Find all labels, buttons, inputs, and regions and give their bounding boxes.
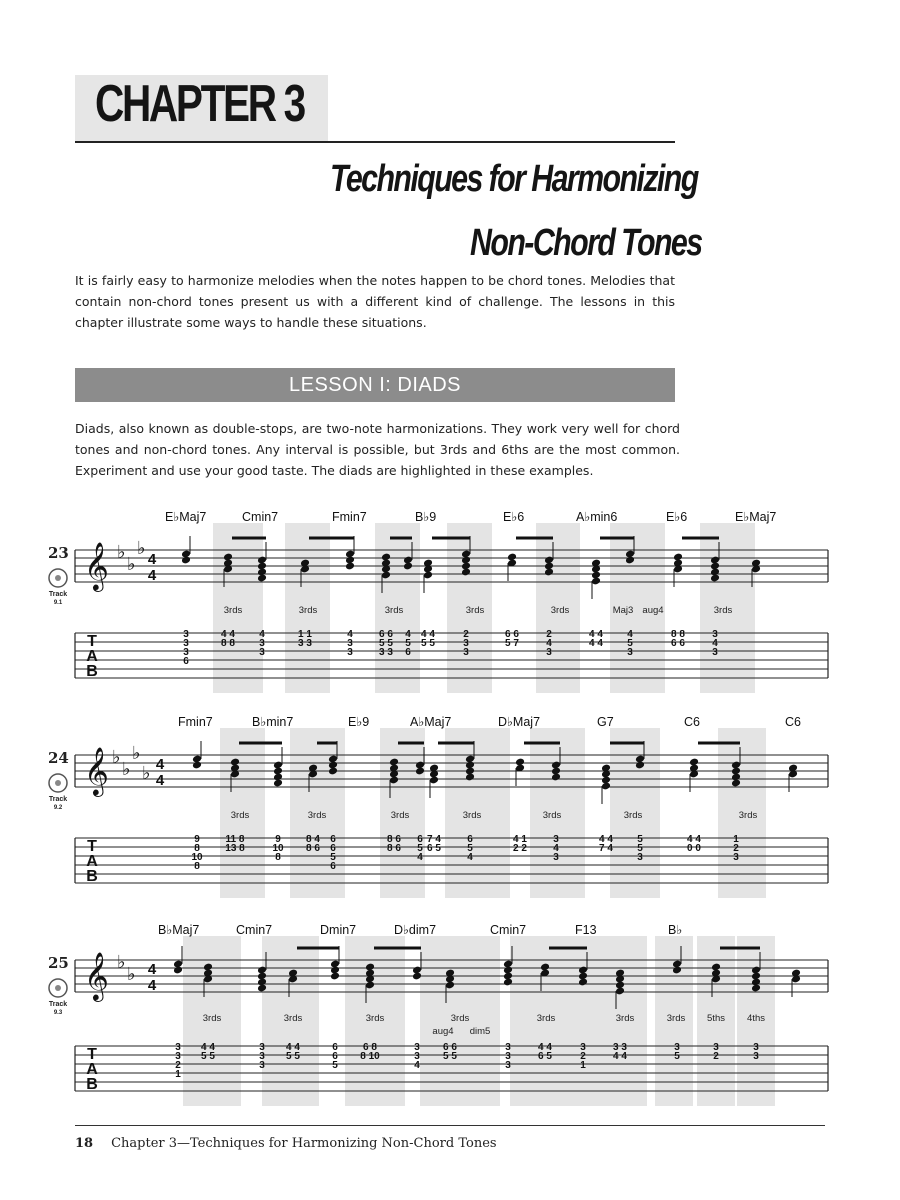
tab-clef: T — [87, 1046, 97, 1063]
chord-symbol: Cmin7 — [242, 510, 279, 524]
track-label: 9.3 — [53, 1010, 63, 1016]
tab-clef: T — [87, 838, 97, 855]
tab-number: 3 — [259, 638, 265, 649]
flat-icon: ♭ — [142, 763, 151, 783]
chord-symbol: B♭Maj7 — [158, 923, 200, 937]
tab-number: 3 — [505, 1042, 511, 1053]
tab-number: 3 — [414, 1042, 420, 1053]
tab-number: 3 — [183, 629, 189, 640]
footer-chapter-title: Chapter 3—Techniques for Harmonizing Non-Chord Tones — [111, 1136, 497, 1151]
tab-number: 3 — [463, 647, 469, 658]
music-system-3 — [0, 918, 900, 1118]
interval-label: aug4 — [642, 605, 664, 616]
time-signature: 4 — [147, 567, 157, 584]
tab-number: 5 — [637, 843, 643, 854]
chord-symbol: D♭dim7 — [394, 923, 437, 937]
notation-svg — [0, 710, 900, 910]
chord-symbol: F13 — [575, 923, 597, 937]
tab-number: 6 — [417, 834, 423, 845]
tab-number: 3 — [753, 1051, 759, 1062]
tab-number: 1 1 — [298, 629, 312, 640]
tab-number: 3 — [553, 834, 559, 845]
interval-label: 3rds — [542, 810, 562, 821]
tab-number: 9 — [194, 834, 200, 845]
note-head — [330, 972, 340, 981]
tab-number: 4 — [259, 629, 265, 640]
tab-number: 3 — [259, 647, 265, 658]
footer-rule — [75, 1125, 825, 1126]
interval-label: 3rds — [298, 605, 318, 616]
tab-number: 6 — [330, 834, 336, 845]
tab-number: 4 — [627, 629, 633, 640]
note-head — [181, 556, 191, 565]
chord-symbol: G7 — [597, 715, 614, 729]
interval-label: 3rds — [390, 810, 410, 821]
note-head — [192, 761, 202, 770]
interval-label: 3rds — [713, 605, 733, 616]
track-label: Track — [48, 1001, 68, 1008]
chapter-label: CHAPTER 3 — [95, 75, 304, 133]
flat-icon: ♭ — [122, 759, 131, 779]
cd-icon — [55, 780, 61, 786]
tab-number: 8 8 — [221, 638, 235, 649]
tab-number: 4 — [546, 638, 552, 649]
tab-number: 8 4 — [306, 834, 320, 845]
lesson-paragraph: Diads, also known as double-stops, are two-note harmonizations. They work very well for chord tones and non-chord tones. Any interval is possible, but 3rds and 6ths are the most common. Experiment and use your good taste. The diads are highlighted in these examples. — [75, 421, 680, 478]
tab-number: 2 — [580, 1051, 586, 1062]
tab-number: 6 — [330, 843, 336, 854]
tab-number: 5 5 — [201, 1051, 215, 1062]
tab-number: 6 — [467, 834, 473, 845]
note-head — [173, 966, 183, 975]
music-system-2 — [0, 710, 900, 910]
tab-number: 4 — [467, 852, 473, 863]
tab-clef: B — [86, 868, 98, 885]
tab-number: 3 3 — [379, 647, 393, 658]
chord-symbol: E♭Maj7 — [735, 510, 777, 524]
tab-number: 3 — [713, 1042, 719, 1053]
tab-number: 5 — [467, 843, 473, 854]
interval-label: 3rds — [230, 810, 250, 821]
flat-icon: ♭ — [137, 538, 146, 558]
interval-label: 3rds — [202, 1013, 222, 1024]
measure-number: 24 — [48, 749, 69, 767]
tab-number: 4 — [414, 1060, 420, 1071]
tab-number: 3 — [259, 1051, 265, 1062]
tab-number: 5 — [674, 1051, 680, 1062]
tab-number: 8 6 — [306, 843, 320, 854]
tab-number: 10 — [272, 843, 284, 854]
measure-number: 25 — [48, 954, 69, 972]
tab-number: 3 — [183, 647, 189, 658]
tab-number: 11 8 — [225, 834, 245, 845]
interval-label: 5ths — [707, 1013, 725, 1024]
chord-symbol: C6 — [684, 715, 700, 729]
tab-number: 5 — [330, 852, 336, 863]
tab-number: 2 — [733, 843, 739, 854]
lesson-heading: LESSON I: DIADS — [75, 368, 675, 402]
chord-symbol: A♭min6 — [576, 510, 618, 524]
interval-label: 3rds — [738, 810, 758, 821]
tab-number: 3 — [712, 629, 718, 640]
tab-number: 4 4 — [687, 834, 701, 845]
tab-number: 3 — [259, 1042, 265, 1053]
tab-number: 2 2 — [513, 843, 527, 854]
interval-label: 4ths — [747, 1013, 765, 1024]
measure-number: 23 — [48, 544, 69, 562]
tab-number: 5 5 — [443, 1051, 457, 1062]
tab-number: 8 6 — [387, 834, 401, 845]
interval-label: 3rds — [384, 605, 404, 616]
tab-number: 8 8 — [671, 629, 685, 640]
chord-symbol: C6 — [785, 715, 801, 729]
tab-number: 4 4 — [538, 1042, 552, 1053]
tab-number: 3 — [259, 1060, 265, 1071]
tab-number: 3 — [553, 852, 559, 863]
tab-number: 4 — [347, 629, 353, 640]
tab-number: 6 6 — [505, 629, 519, 640]
tab-number: 3 — [637, 852, 643, 863]
tab-number: 4 — [553, 843, 559, 854]
tab-number: 8 — [194, 861, 200, 872]
tab-number: 6 6 — [443, 1042, 457, 1053]
music-system-1 — [0, 505, 900, 705]
tab-number: 9 — [275, 834, 281, 845]
treble-clef-icon: 𝄞 — [84, 951, 109, 1000]
tab-clef: T — [87, 633, 97, 650]
chord-symbol: D♭Maj7 — [498, 715, 541, 729]
notation-svg — [0, 505, 900, 705]
tab-clef: A — [86, 853, 98, 870]
tab-number: 3 — [183, 638, 189, 649]
chord-symbol: Cmin7 — [490, 923, 527, 937]
tab-number: 6 — [332, 1042, 338, 1053]
interval-label: 3rds — [462, 810, 482, 821]
tab-number: 6 8 — [363, 1042, 377, 1053]
time-signature: 4 — [147, 977, 157, 994]
page-number: 18 — [75, 1136, 94, 1151]
chord-symbol: B♭min7 — [252, 715, 294, 729]
flat-icon: ♭ — [117, 542, 126, 562]
track-label: 9.2 — [53, 805, 63, 811]
chapter-rule — [75, 141, 675, 143]
tab-number: 3 — [733, 852, 739, 863]
interval-label: 3rds — [307, 810, 327, 821]
tab-number: 5 5 — [286, 1051, 300, 1062]
tab-number: 4 4 — [201, 1042, 215, 1053]
tab-number: 0 0 — [687, 843, 701, 854]
interval-label: Maj3 — [612, 605, 634, 616]
interval-label: aug4 — [432, 1026, 454, 1037]
tab-number: 10 — [191, 852, 203, 863]
tab-number: 4 4 — [613, 1051, 627, 1062]
track-label: Track — [48, 796, 68, 803]
tab-number: 6 5 — [538, 1051, 552, 1062]
tab-number: 4 4 — [286, 1042, 300, 1053]
tab-number: 3 — [414, 1051, 420, 1062]
time-signature: 4 — [155, 756, 165, 773]
tab-number: 7 4 — [427, 834, 441, 845]
tab-number: 4 4 — [589, 629, 603, 640]
track-label: Track — [48, 591, 68, 598]
tab-number: 6 — [183, 656, 189, 667]
tab-clef: B — [86, 663, 98, 680]
tab-number: 6 6 — [671, 638, 685, 649]
tab-number: 8 10 — [360, 1051, 380, 1062]
note-head — [273, 779, 283, 788]
chapter-title-line-2: Non-Chord Tones — [470, 222, 702, 264]
chord-symbol: Cmin7 — [236, 923, 273, 937]
flat-icon: ♭ — [117, 952, 126, 972]
tab-number: 3 — [505, 1060, 511, 1071]
cd-icon — [55, 575, 61, 581]
tab-number: 3 — [347, 638, 353, 649]
tab-number: 3 3 — [298, 638, 312, 649]
interval-label: 3rds — [365, 1013, 385, 1024]
time-signature: 4 — [147, 551, 157, 568]
tab-number: 3 — [674, 1042, 680, 1053]
tab-number: 5 — [637, 834, 643, 845]
interval-label: 3rds — [666, 1013, 686, 1024]
time-signature: 4 — [147, 961, 157, 978]
tab-number: 4 4 — [421, 629, 435, 640]
chord-symbol: A♭Maj7 — [410, 715, 452, 729]
flat-icon: ♭ — [112, 747, 121, 767]
tab-clef: A — [86, 1061, 98, 1078]
tab-number: 8 — [275, 852, 281, 863]
flat-icon: ♭ — [127, 964, 136, 984]
chord-symbol: B♭9 — [415, 510, 437, 524]
chord-symbol: E♭6 — [666, 510, 688, 524]
tab-number: 5 5 — [379, 638, 393, 649]
tab-clef: B — [86, 1076, 98, 1093]
interval-label: 3rds — [223, 605, 243, 616]
tab-number: 4 — [405, 629, 411, 640]
interval-label: 3rds — [283, 1013, 303, 1024]
track-label: 9.1 — [53, 600, 63, 606]
interval-label: dim5 — [469, 1026, 491, 1037]
tab-number: 5 7 — [505, 638, 519, 649]
tab-number: 5 5 — [421, 638, 435, 649]
tab-number: 3 — [546, 647, 552, 658]
tab-number: 5 — [417, 843, 423, 854]
tab-number: 8 6 — [387, 843, 401, 854]
interval-label: 3rds — [465, 605, 485, 616]
intro-paragraph: It is fairly easy to harmonize melodies when the notes happen to be chord tones. Melodies that contain non-chord tones present us with a different kind of challenge. The lessons in this chapter illustrate some ways to handle these situations. — [75, 273, 675, 330]
interval-label: 3rds — [450, 1013, 470, 1024]
chord-symbol: E♭Maj7 — [165, 510, 207, 524]
tab-number: 5 — [627, 638, 633, 649]
tab-clef: A — [86, 648, 98, 665]
tab-number: 4 4 — [221, 629, 235, 640]
chord-symbol: Fmin7 — [332, 510, 367, 524]
tab-number: 1 — [175, 1069, 181, 1080]
tab-number: 3 — [463, 638, 469, 649]
tab-number: 2 — [175, 1060, 181, 1071]
tab-number: 2 — [713, 1051, 719, 1062]
tab-number: 3 — [175, 1042, 181, 1053]
tab-number: 3 — [347, 647, 353, 658]
tab-number: 1 — [733, 834, 739, 845]
tab-number: 6 6 — [379, 629, 393, 640]
notation-svg — [0, 918, 900, 1118]
tab-number: 4 — [712, 638, 718, 649]
tab-number: 5 — [332, 1060, 338, 1071]
tab-number: 6 5 — [427, 843, 441, 854]
tab-number: 4 1 — [513, 834, 527, 845]
chord-symbol: Dmin7 — [320, 923, 357, 937]
tab-number: 6 — [405, 647, 411, 658]
tab-number: 6 — [330, 861, 336, 872]
flat-icon: ♭ — [132, 743, 141, 763]
chord-symbol: B♭ — [668, 923, 683, 937]
tab-number: 3 — [505, 1051, 511, 1062]
tab-number: 6 — [332, 1051, 338, 1062]
tab-number: 2 — [546, 629, 552, 640]
tab-number: 3 3 — [613, 1042, 627, 1053]
tab-number: 4 4 — [589, 638, 603, 649]
tab-number: 1 — [580, 1060, 586, 1071]
chord-symbol: E♭9 — [348, 715, 370, 729]
time-signature: 4 — [155, 772, 165, 789]
tab-number: 3 — [753, 1042, 759, 1053]
tab-number: 4 — [417, 852, 423, 863]
tab-number: 8 — [194, 843, 200, 854]
tab-number: 3 — [712, 647, 718, 658]
interval-label: 3rds — [550, 605, 570, 616]
tab-number: 2 — [463, 629, 469, 640]
tab-number: 4 4 — [599, 834, 613, 845]
interval-label: 3rds — [615, 1013, 635, 1024]
tab-number: 5 — [405, 638, 411, 649]
treble-clef-icon: 𝄞 — [84, 541, 109, 590]
cd-icon — [55, 985, 61, 991]
interval-label: 3rds — [536, 1013, 556, 1024]
tab-number: 3 — [627, 647, 633, 658]
tab-number: 7 4 — [599, 843, 613, 854]
tab-number: 3 — [175, 1051, 181, 1062]
treble-clef-icon: 𝄞 — [84, 746, 109, 795]
chapter-title-line-1: Techniques for Harmonizing — [330, 158, 698, 200]
tab-number: 13 8 — [225, 843, 245, 854]
chord-symbol: Fmin7 — [178, 715, 213, 729]
note-head — [345, 562, 355, 571]
page-footer — [75, 1136, 497, 1151]
chord-symbol: E♭6 — [503, 510, 525, 524]
interval-label: 3rds — [623, 810, 643, 821]
flat-icon: ♭ — [127, 554, 136, 574]
tab-number: 3 — [580, 1042, 586, 1053]
